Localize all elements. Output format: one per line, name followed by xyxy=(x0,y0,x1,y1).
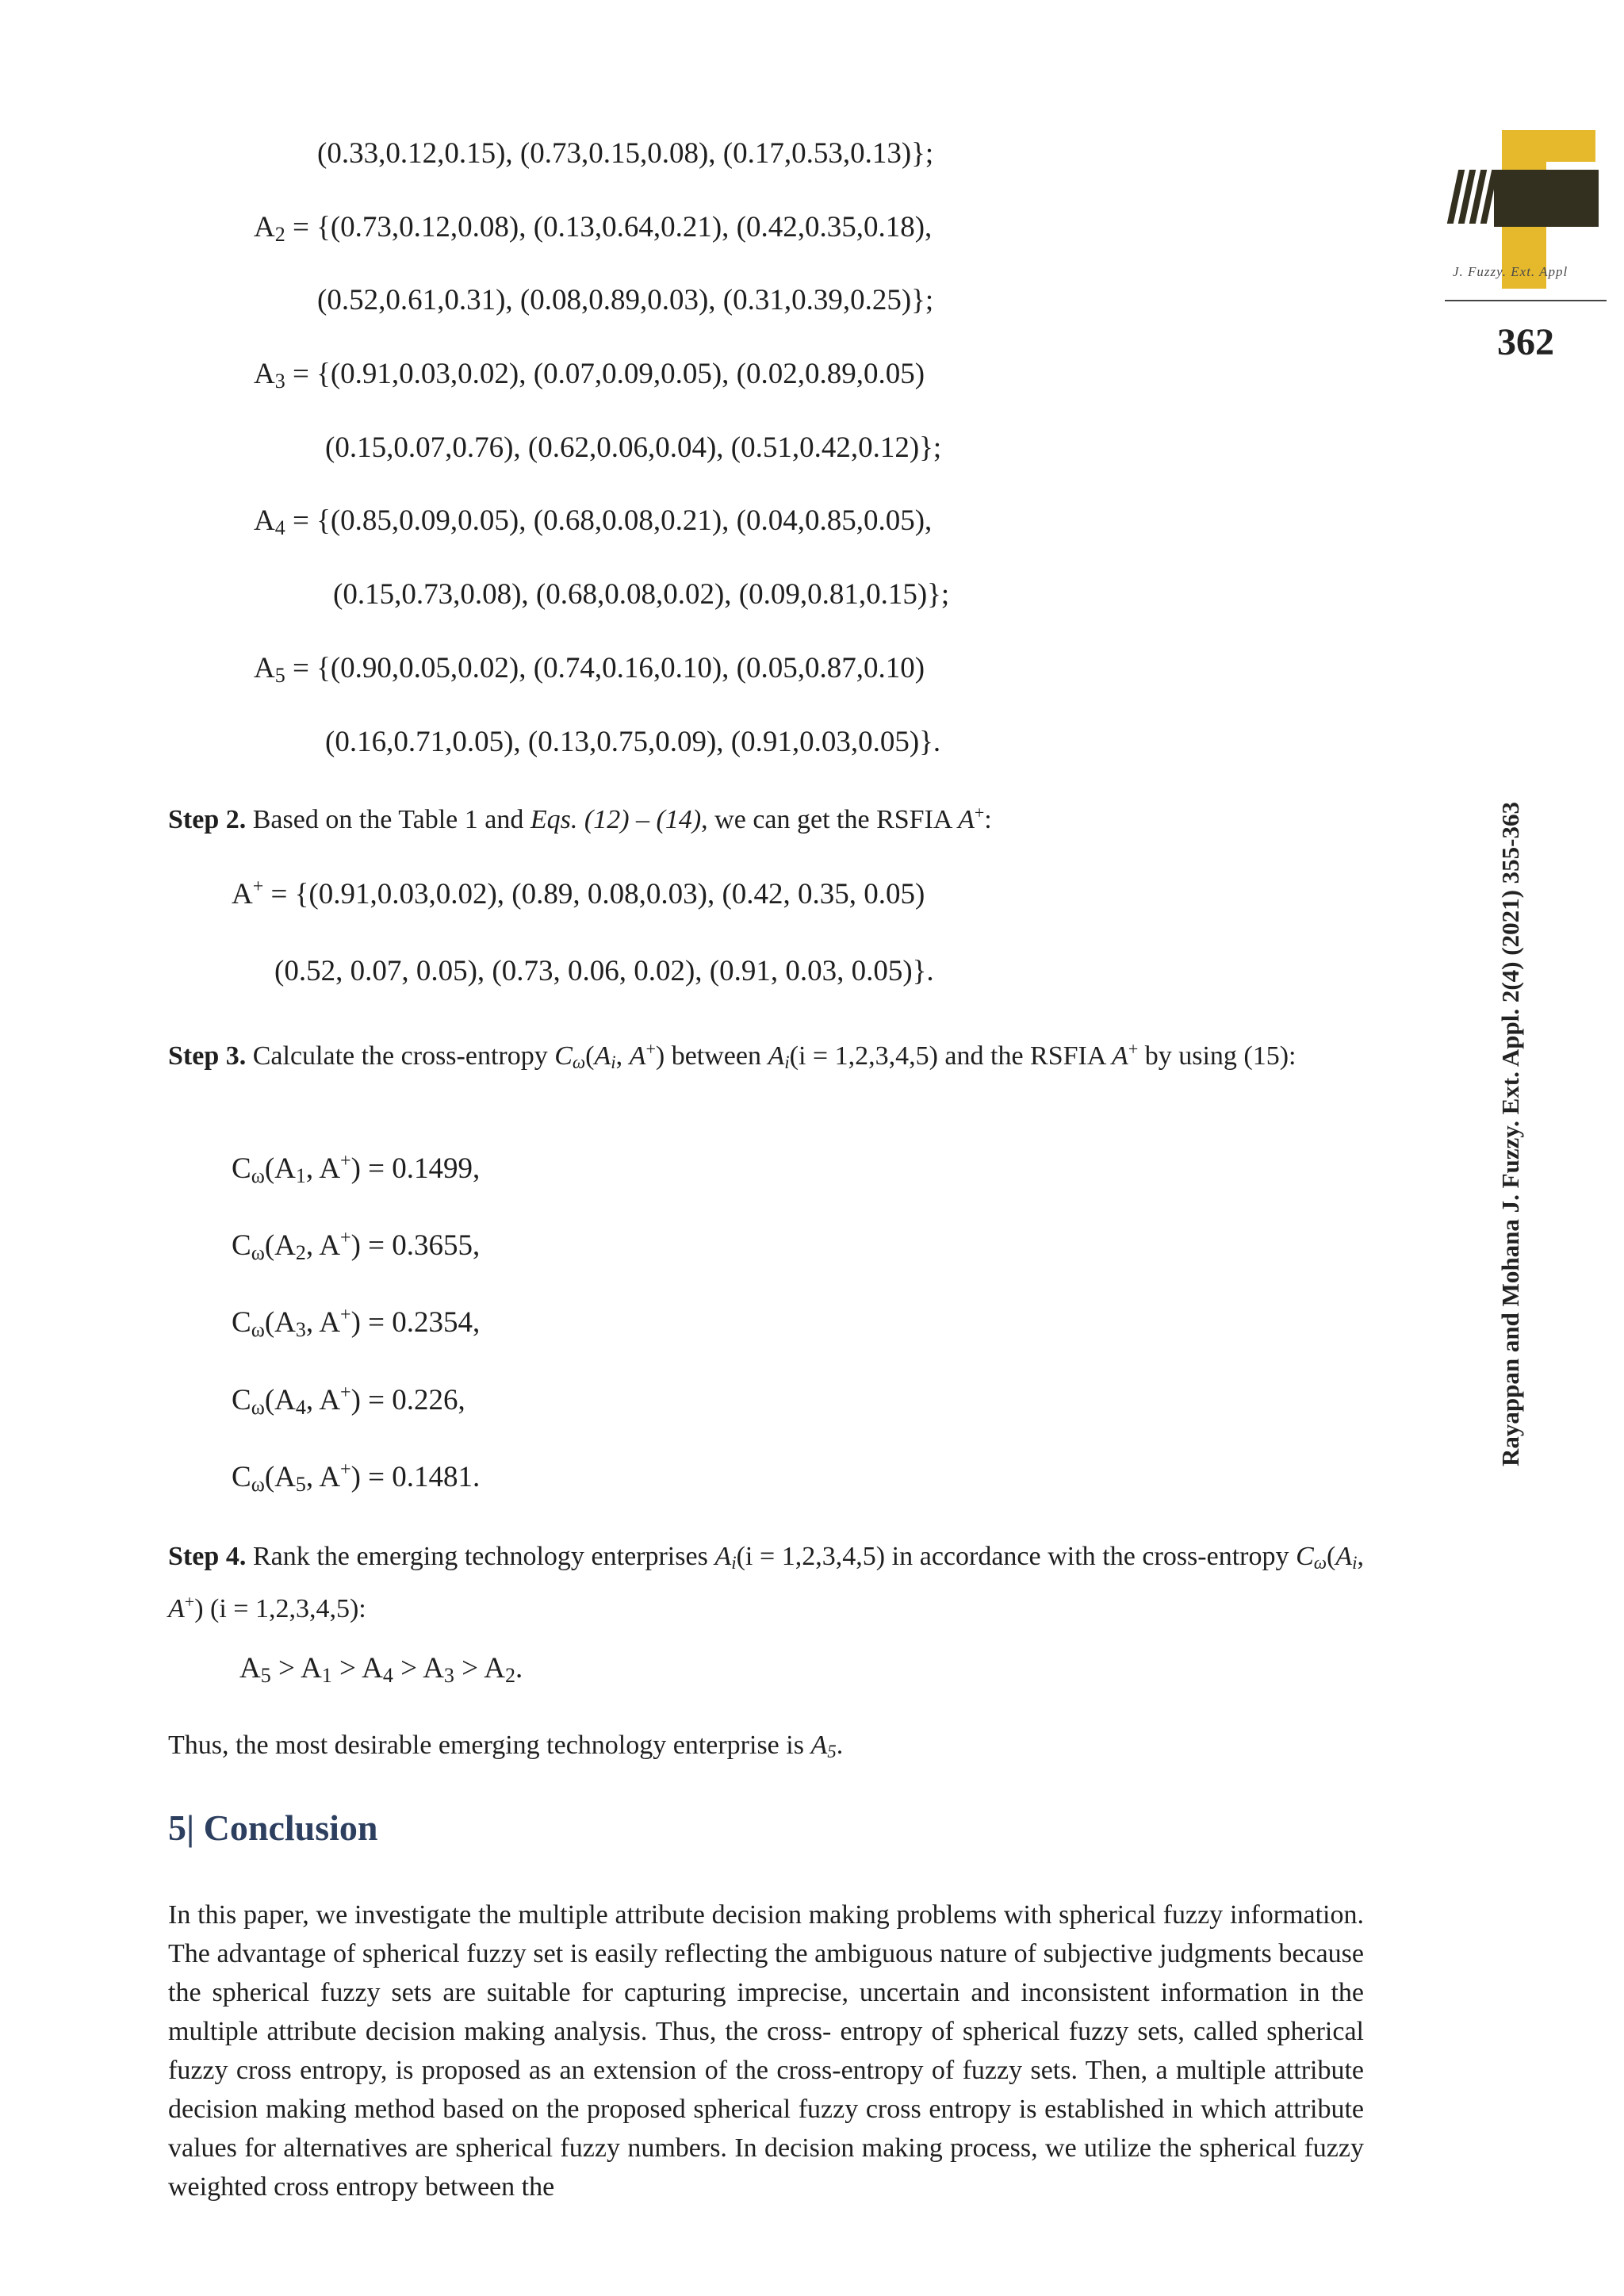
logo-top-bar xyxy=(1502,130,1595,162)
cross-entropy-5: $C_\omega(A_5$, A+) = 0.1481. xyxy=(232,1459,481,1496)
cross-entropy-2: $C_\omega(A_2$, A+) = 0.3655, xyxy=(232,1228,481,1264)
cross-entropy-3: $C_\omega(A_3$, A+) = 0.2354, xyxy=(232,1305,481,1341)
thus-sentence: Thus, the most desirable emerging technology enterprise is $A_5$. xyxy=(168,1731,844,1761)
step3-paragraph: Step 3. Calculate the cross-entropy $C_\omega(A_i$, A+) between $A_i(i = 1,2,3,4,5)$ and the RSFIA A+ by using (15): xyxy=(168,1039,1297,1072)
matrix-a4-line2: (0.15,0.73,0.08), (0.68,0.08,0.02), (0.09,0.81,0.15)}; xyxy=(333,578,950,611)
conclusion-paragraph: In this paper, we investigate the multiple attribute decision making problems with spherical fuzzy information. The advantage of spherical fuzzy set is easily reflecting the ambiguous nature of subjective judgments because the spherical fuzzy sets are suitable for capturing imprecise, uncertain and inconsistent information in the multiple attribute decision making analysis. Thus, the cross- entropy of spherical fuzzy sets, called spherical fuzzy cross entropy, is proposed as an extension of the cross-entropy of fuzzy sets. Then, a multiple attribute decision making method based on the proposed spherical fuzzy cross entropy is established in which attribute values for alternatives are spherical fuzzy numbers. In decision making process, we utilize the spherical fuzzy weighted cross entropy between the xyxy=(168,1900,1364,2202)
journal-abbrev: J. Fuzzy. Ext. Appl xyxy=(1453,264,1568,279)
step4-paragraph: Step 4. Rank the emerging technology enterprises $A_i(i = 1,2,3,4,5)$ in accordance with the cross-entropy $C_\omega(A_i$, A+) (i = 1,2,3,4,5): xyxy=(168,1542,1365,1623)
matrix-a1-line2: (0.33,0.12,0.15), (0.73,0.15,0.08), (0.17,0.53,0.13)}; xyxy=(317,137,934,170)
logo-dark-block xyxy=(1494,170,1599,227)
cross-entropy-1: $C_\omega(A_1$, A+) = 0.1499, xyxy=(232,1151,481,1187)
running-head: Rayappan and Mohana J. Fuzzy. Ext. Appl. 2(4) (2021) 355-363 xyxy=(1496,802,1524,1466)
cross-entropy-4: $C_\omega(A_4$, A+) = 0.226, xyxy=(232,1382,465,1419)
matrix-a3-line2: (0.15,0.07,0.76), (0.62,0.06,0.04), (0.51,0.42,0.12)}; xyxy=(325,431,942,464)
matrix-a2-line2: (0.52,0.61,0.31), (0.08,0.89,0.03), (0.31,0.39,0.25)}; xyxy=(317,284,934,316)
matrix-a2-line1: $A_2 = \{(0.73,0.12,0.08)$, (0.13,0.64,0.21), (0.42,0.35,0.18), xyxy=(254,211,933,246)
section-title: Conclusion xyxy=(203,1807,378,1848)
matrix-a4-line1: $A_4 = \{(0.85,0.09,0.05)$, (0.68,0.08,0.21), (0.04,0.85,0.05), xyxy=(254,504,933,539)
page-number: 362 xyxy=(1497,321,1554,363)
aplus-line1: A+ = {(0.91,0.03,0.02), (0.89, 0.08,0.03), (0.42, 0.35, 0.05) xyxy=(232,876,925,910)
matrix-a5-line1: $A_5 = \{(0.90,0.05,0.02)$, (0.74,0.16,0.10), (0.05,0.87,0.10) xyxy=(254,652,925,687)
section-number: 5| xyxy=(168,1807,195,1848)
ranking-order: $A_5 > A_1 > A_4 > A_3 > A_2$. xyxy=(239,1652,523,1687)
step2-paragraph: Step 2. Based on the Table 1 and Eqs. (12) – (14), we can get the RSFIA A+: xyxy=(168,803,992,834)
header-rule xyxy=(1445,300,1607,301)
aplus-line2: (0.52, 0.07, 0.05), (0.73, 0.06, 0.02), (0.91, 0.03, 0.05)}. xyxy=(274,955,934,987)
matrix-a5-line2: (0.16,0.71,0.05), (0.13,0.75,0.09), (0.91,0.03,0.05)}. xyxy=(325,726,941,758)
section-heading xyxy=(168,1807,378,1849)
matrix-a3-line1: $A_3 = \{(0.91,0.03,0.02)$, (0.07,0.09,0.05), (0.02,0.89,0.05) xyxy=(254,358,925,393)
